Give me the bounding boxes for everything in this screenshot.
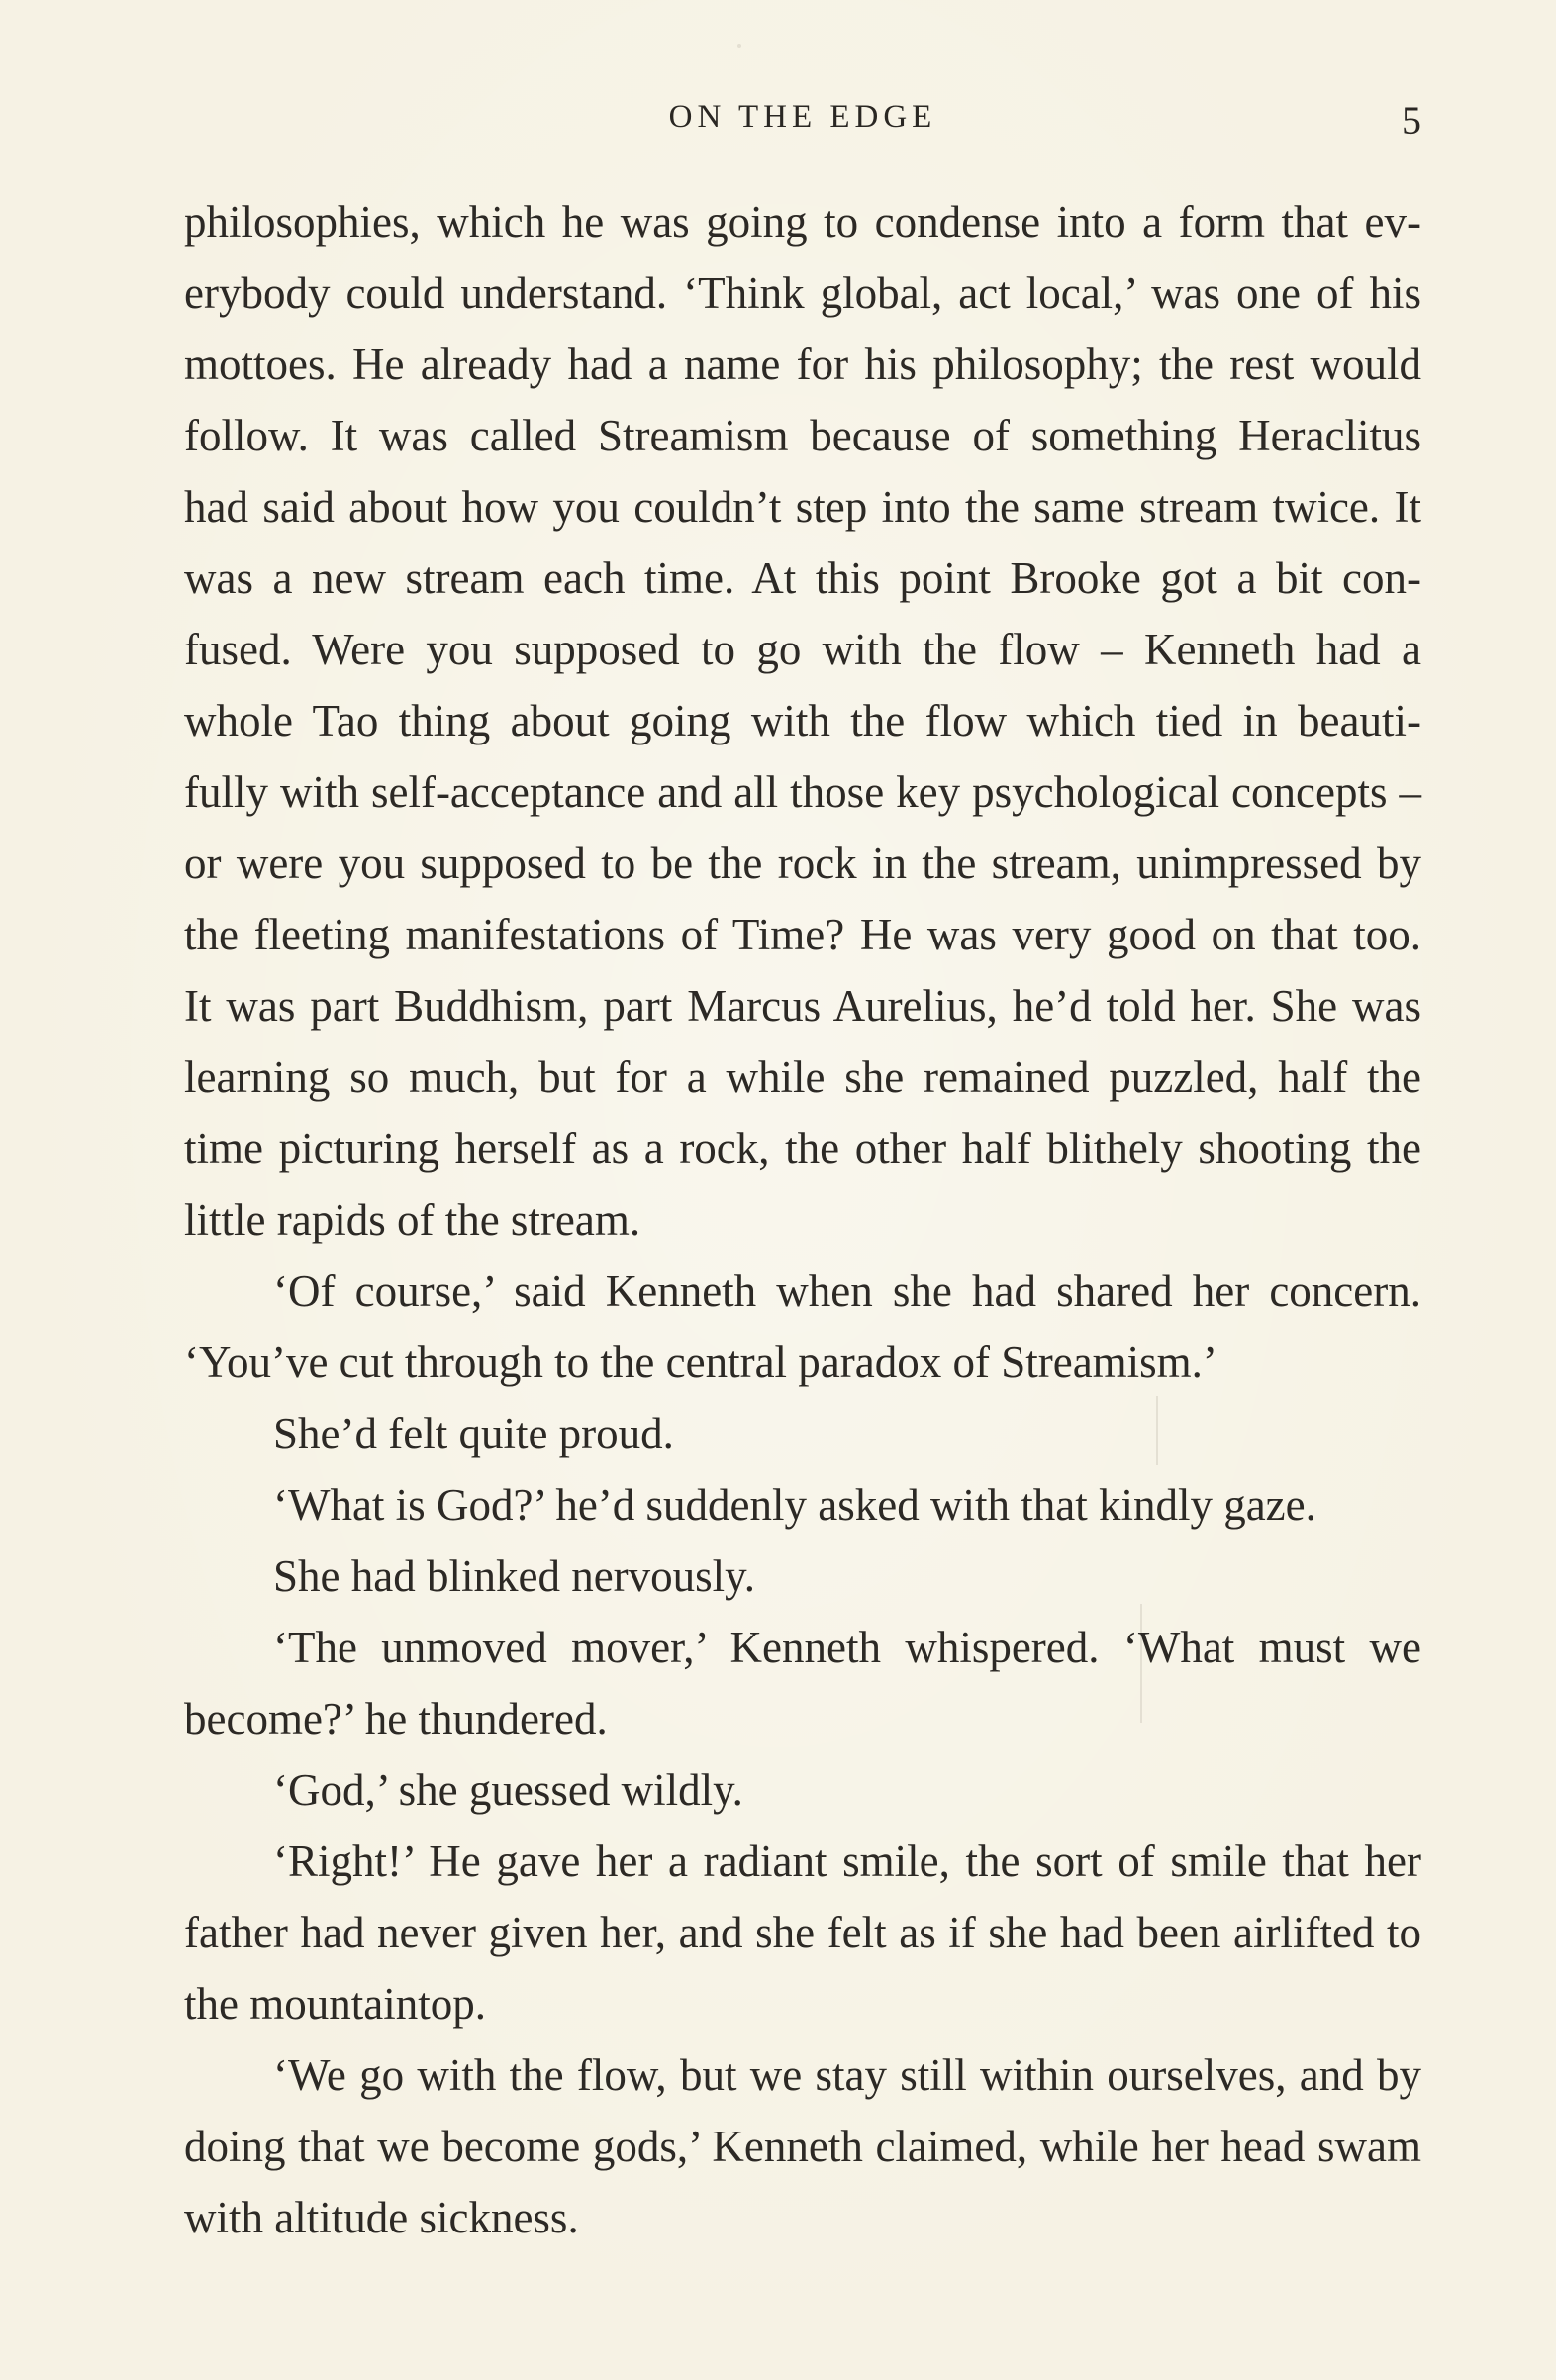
text-line: She’d felt quite proud.: [273, 1409, 674, 1458]
text-line: time picturing herself as a rock, the other half blithely shooting the: [184, 1124, 1421, 1173]
text-line: learning so much, but for a while she remained puzzled, half the: [184, 1052, 1421, 1102]
text-line: ‘The unmoved mover,’ Kenneth whispered. ‘What must we: [273, 1623, 1421, 1672]
text-line: fused. Were you supposed to go with the flow – Kenneth had a: [184, 625, 1421, 674]
text-line: mottoes. He already had a name for his philosophy; the rest would: [184, 340, 1421, 389]
text-line: philosophies, which he was going to condense into a form that ev-: [184, 197, 1421, 247]
running-head: [184, 99, 1421, 149]
text-line: erybody could understand. ‘Think global, act local,’ was one of his: [184, 268, 1421, 318]
text-line: She had blinked nervously.: [273, 1551, 756, 1601]
text-line: doing that we become gods,’ Kenneth claimed, while her head swam: [184, 2122, 1421, 2171]
text-line: father had never given her, and she felt as if she had been airlifted to: [184, 1908, 1421, 1957]
text-line: ‘Of course,’ said Kenneth when she had shared her concern.: [273, 1266, 1421, 1316]
text-line: with altitude sickness.: [184, 2193, 579, 2242]
text-line: was a new stream each time. At this point Brooke got a bit con-: [184, 553, 1421, 603]
text-line: whole Tao thing about going with the flow which tied in beauti-: [184, 696, 1421, 745]
text-line: follow. It was called Streamism because of something Heraclitus: [184, 411, 1421, 460]
text-line: the fleeting manifestations of Time? He was very good on that too.: [184, 910, 1421, 959]
text-line: It was part Buddhism, part Marcus Aurelius, he’d told her. She was: [184, 981, 1421, 1031]
running-title: ON THE EDGE: [668, 99, 937, 135]
text-line: ‘God,’ she guessed wildly.: [273, 1765, 743, 1815]
text-line: or were you supposed to be the rock in the stream, unimpressed by: [184, 839, 1421, 888]
text-line: ‘Right!’ He gave her a radiant smile, the sort of smile that her: [273, 1836, 1421, 1886]
text-line: ‘What is God?’ he’d suddenly asked with that kindly gaze.: [273, 1480, 1316, 1530]
text-line: had said about how you couldn’t step into the same stream twice. It: [184, 482, 1421, 532]
paper-speck: [737, 44, 741, 48]
text-line: ‘We go with the flow, but we stay still within ourselves, and by: [273, 2050, 1421, 2100]
text-line: ‘You’ve cut through to the central paradox of Streamism.’: [184, 1338, 1217, 1387]
text-line: become?’ he thundered.: [184, 1694, 608, 1743]
text-line: fully with self-acceptance and all those key psychological concepts –: [184, 767, 1421, 817]
body-text: [184, 186, 1421, 2253]
page-number: 5: [1402, 98, 1421, 143]
text-line: the mountaintop.: [184, 1979, 486, 2029]
text-line: little rapids of the stream.: [184, 1195, 641, 1244]
